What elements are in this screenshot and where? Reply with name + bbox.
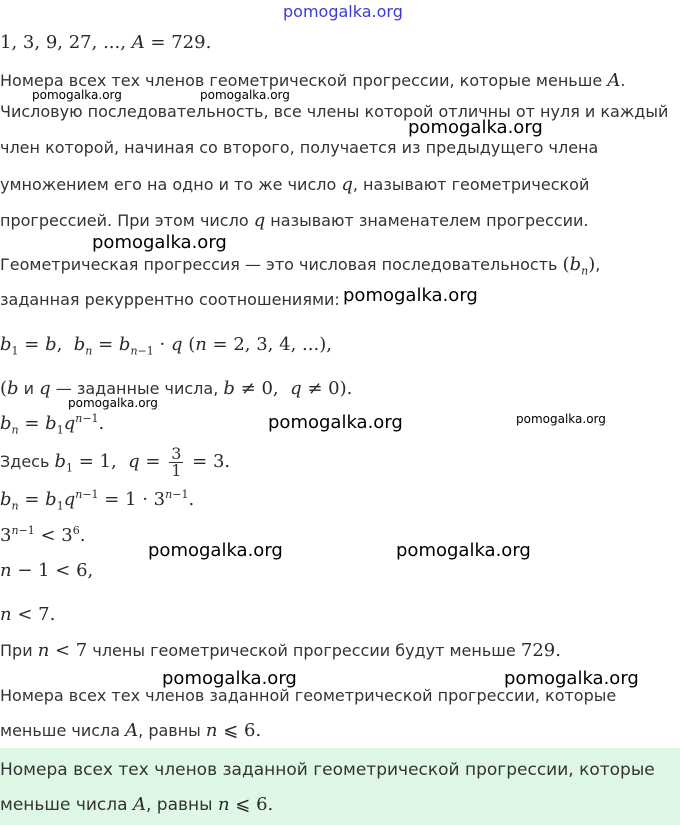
watermark: pomogalka.org [92,232,227,253]
answer-box-line: меньше числа A, равны n ⩽ 6. [0,794,274,815]
inequality-line: $3^{n-1} < 3^6$. [0,524,86,546]
watermark: pomogalka.org [504,668,639,689]
watermark: pomogalka.org [516,412,606,426]
geo-definition: заданная рекуррентно соотношениями: [0,290,340,309]
definition-line: Числовую последовательность, все члены которой отличны от нуля и каждый [0,102,669,121]
watermark: pomogalka.org [68,396,158,410]
answer-box-line: Номера всех тех членов заданной геометрической прогрессии, которые [0,760,655,780]
definition-line: прогрессией. При этом число q называют знаменателем прогрессии. [0,210,589,231]
inequality-line: n < 7. [0,604,56,625]
here-line: Здесь $b_1 = 1$, q = $\frac{3}{1}$ = 3. [0,444,231,480]
watermark: pomogalka.org [200,88,290,102]
task-sequence: 1, 3, 9, 27, ..., A = 729. [0,32,212,53]
watermark-top[interactable]: pomogalka.org [283,2,403,21]
definition-line: умножением его на одно и то же число q, называют геометрической [0,174,590,195]
watermark: pomogalka.org [343,285,478,306]
calc-line: $b_n = b_1q^{n-1} = 1 \cdot 3^{n-1}$. [0,488,195,513]
answer-box [0,748,680,825]
answer-text: Номера всех тех членов заданной геометрической прогрессии, которые [0,686,617,705]
conclusion: При n < 7 члены геометрической прогрессии будут меньше 729. [0,640,561,661]
question-text: Номера всех тех членов геометрической прогрессии, которые меньше A. [0,70,626,91]
inequality-line: n − 1 < 6, [0,560,94,581]
watermark: pomogalka.org [32,88,122,102]
watermark: pomogalka.org [408,117,543,138]
watermark: pomogalka.org [268,412,403,433]
watermark: pomogalka.org [396,540,531,561]
general-term: $b_n = b_1q^{n-1}$. [0,412,105,437]
definition-line: член которой, начиная со второго, получается из предыдущего члена [0,138,599,157]
watermark: pomogalka.org [162,668,297,689]
given-numbers: (b и q — заданные числа, b ≠ 0, q ≠ 0). [0,378,353,399]
recurrence-formula: $b_1 = b$, $b_n = b_{n-1} \cdot q$ (n = 2, 3, 4, ...), [0,334,332,358]
geo-definition: Геометрическая прогрессия — это числовая последовательность $(b_n)$, [0,254,601,278]
answer-text: меньше числа A, равны n ⩽ 6. [0,720,262,741]
watermark: pomogalka.org [148,540,283,561]
